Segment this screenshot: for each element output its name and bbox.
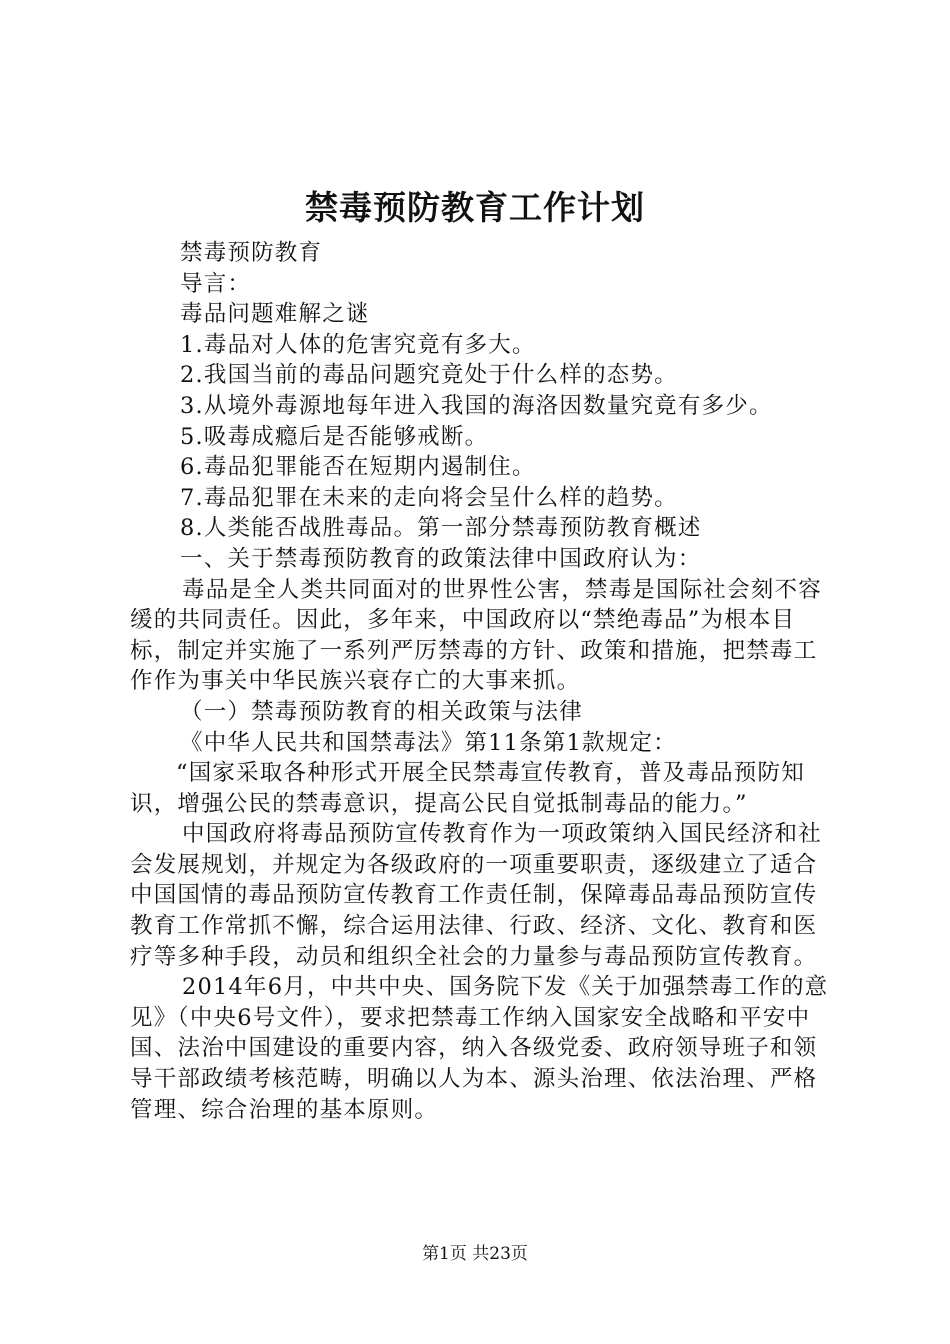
list-item: 6.毒品犯罪能否在短期内遏制住。 xyxy=(180,454,536,481)
page-footer: 第1页 共23页 xyxy=(422,1244,528,1264)
page-title: 禁毒预防教育工作计划 xyxy=(305,188,645,227)
list-item: 2.我国当前的毒品问题究竟处于什么样的态势。 xyxy=(180,362,678,389)
law-reference: 《中华人民共和国禁毒法》第11条第1款规定： xyxy=(180,729,677,756)
list-item: 1.毒品对人体的危害究竟有多大。 xyxy=(180,331,536,358)
list-item: 5.吸毒成瘾后是否能够戒断。 xyxy=(180,423,489,450)
text-line: 禁毒预防教育 xyxy=(180,240,323,266)
text-line: 毒品问题难解之谜 xyxy=(180,301,370,328)
paragraph: 毒品是全人类共同面对的世界性公害，禁毒是国际社会刻不容缓的共同责任。因此，多年来，中国政府以“禁绝毒品”为根本目标，制定并实施了一系列严厉禁毒的方针、政策和措施，把禁毒工作作为事关中华民族兴衰存亡的大事来抓。 xyxy=(130,576,822,695)
paragraph: 中国政府将毒品预防宣传教育作为一项政策纳入国民经济和社会发展规划，并规定为各级政府的一项重要职责，逐级建立了适合中国国情的毒品预防宣传教育工作责任制，保障毒品毒品预防宣传教育工作常抓不懈，综合运用法律、行政、经济、文化、教育和医疗等多种手段，动员和组织全社会的力量参与毒品预防宣传教育。 xyxy=(130,821,822,970)
subsection-heading: （一）禁毒预防教育的相关政策与法律 xyxy=(180,698,583,725)
text-line: 导言： xyxy=(180,270,252,297)
document-body xyxy=(130,238,830,1125)
section-heading: 一、关于禁毒预防教育的政策法律中国政府认为： xyxy=(180,545,702,572)
list-item: 7.毒品犯罪在未来的走向将会呈什么样的趋势。 xyxy=(180,484,678,511)
list-item: 8.人类能否战胜毒品。第一部分禁毒预防教育概述 xyxy=(180,515,702,542)
list-item: 3.从境外毒源地每年进入我国的海洛因数量究竟有多少。 xyxy=(180,392,773,419)
paragraph: 2014年6月，中共中央、国务院下发《关于加强禁毒工作的意见》（中央6号文件），要求把禁毒工作纳入国家安全战略和平安中国、法治中国建设的重要内容，纳入各级党委、政府领导班子和领导干部政绩考核范畴，明确以人为本、源头治理、依法治理、严格管理、综合治理的基本原则。 xyxy=(130,974,829,1123)
quote-paragraph: “国家采取各种形式开展全民禁毒宣传教育，普及毒品预防知识，增强公民的禁毒意识，提高公民自觉抵制毒品的能力。” xyxy=(130,760,805,817)
